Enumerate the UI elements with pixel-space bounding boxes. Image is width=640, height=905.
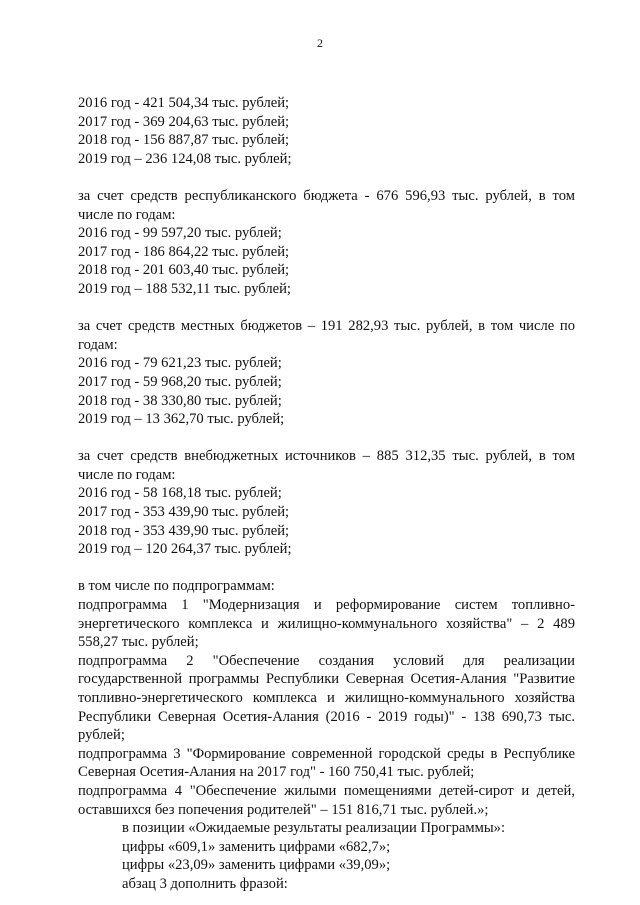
local-budget-intro: за счет средств местных бюджетов – 191 282,93 тыс. рублей, в том числе по годам: [78, 318, 575, 353]
year-line: 2018 год - 38 330,80 тыс. рублей; [78, 392, 282, 409]
year-line: 2016 год - 79 621,23 тыс. рублей; [78, 355, 282, 372]
year-line: 2018 год - 353 439,90 тыс. рублей; [78, 522, 290, 539]
amendment-line: цифры «23,09» заменить цифрами «39,09»; [122, 857, 391, 874]
page-number: 2 [317, 36, 323, 50]
republican-budget-section [78, 187, 575, 299]
extrabudgetary-intro: за счет средств внебюджетных источников – 885 312,35 тыс. рублей, в том числе по годам: [78, 448, 575, 483]
year-line: 2016 год - 58 168,18 тыс. рублей; [78, 485, 282, 502]
amendment-line: абзац 3 дополнить фразой: [122, 875, 288, 892]
year-line: 2017 год - 186 864,22 тыс. рублей; [78, 243, 290, 260]
subprogram-1: подпрограмма 1 "Модернизация и реформирование систем топливно-энергетического комплекса и жилищно-коммунального хозяйства" – 2 489 558,27 тыс. рублей; [78, 597, 575, 651]
year-line: 2019 год – 120 264,37 тыс. рублей; [78, 541, 292, 558]
year-line: 2019 год – 188 532,11 тыс. рублей; [78, 280, 291, 297]
amendment-line: в позиции «Ожидаемые результаты реализации Программы»: [122, 820, 505, 837]
amendment-line: цифры «609,1» заменить цифрами «682,7»; [122, 838, 391, 855]
republican-budget-intro: за счет средств республиканского бюджета - 676 596,93 тыс. рублей, в том числе по годам: [78, 187, 575, 223]
year-line: 2018 год - 201 603,40 тыс. рублей; [78, 262, 290, 279]
subprograms-section [78, 577, 575, 819]
year-line: 2016 год - 99 597,20 тыс. рублей; [78, 225, 282, 242]
year-line: 2018 год - 156 887,87 тыс. рублей; [78, 132, 290, 149]
subprograms-intro: в том числе по подпрограммам: [78, 578, 275, 595]
year-line: 2017 год - 353 439,90 тыс. рублей; [78, 504, 290, 521]
year-line: 2017 год - 369 204,63 тыс. рублей; [78, 113, 290, 130]
extrabudgetary-section [78, 447, 575, 559]
amendments-section [78, 819, 575, 893]
year-line: 2019 год – 13 362,70 тыс. рублей; [78, 411, 285, 428]
subprogram-4: подпрограмма 4 "Обеспечение жилыми помещениями детей-сирот и детей, оставшихся без попечения родителей" – 151 816,71 тыс. рублей.»; [78, 782, 575, 818]
document-body [78, 94, 575, 894]
year-line: 2019 год – 236 124,08 тыс. рублей; [78, 150, 292, 167]
year-line: 2016 год - 421 504,34 тыс. рублей; [78, 95, 290, 111]
year-line: 2017 год - 59 968,20 тыс. рублей; [78, 373, 282, 390]
subprogram-3: подпрограмма 3 "Формирование современной городской среды в Республике Северная Осетия-Алания на 2017 год" - 160 750,41 тыс. рублей; [78, 745, 575, 781]
local-budget-section [78, 317, 575, 429]
federal-years-list [78, 94, 575, 168]
subprogram-2: подпрограмма 2 "Обеспечение создания условий для реализации государственной программы Республики Северная Осетия-Алания "Развитие топливно-энергетического комплекса и жилищно-коммунального хозяйства Республики Северная Осетия-Алания (2016 - 2019 годы)" - 138 690,73 тыс. рублей; [78, 652, 575, 744]
